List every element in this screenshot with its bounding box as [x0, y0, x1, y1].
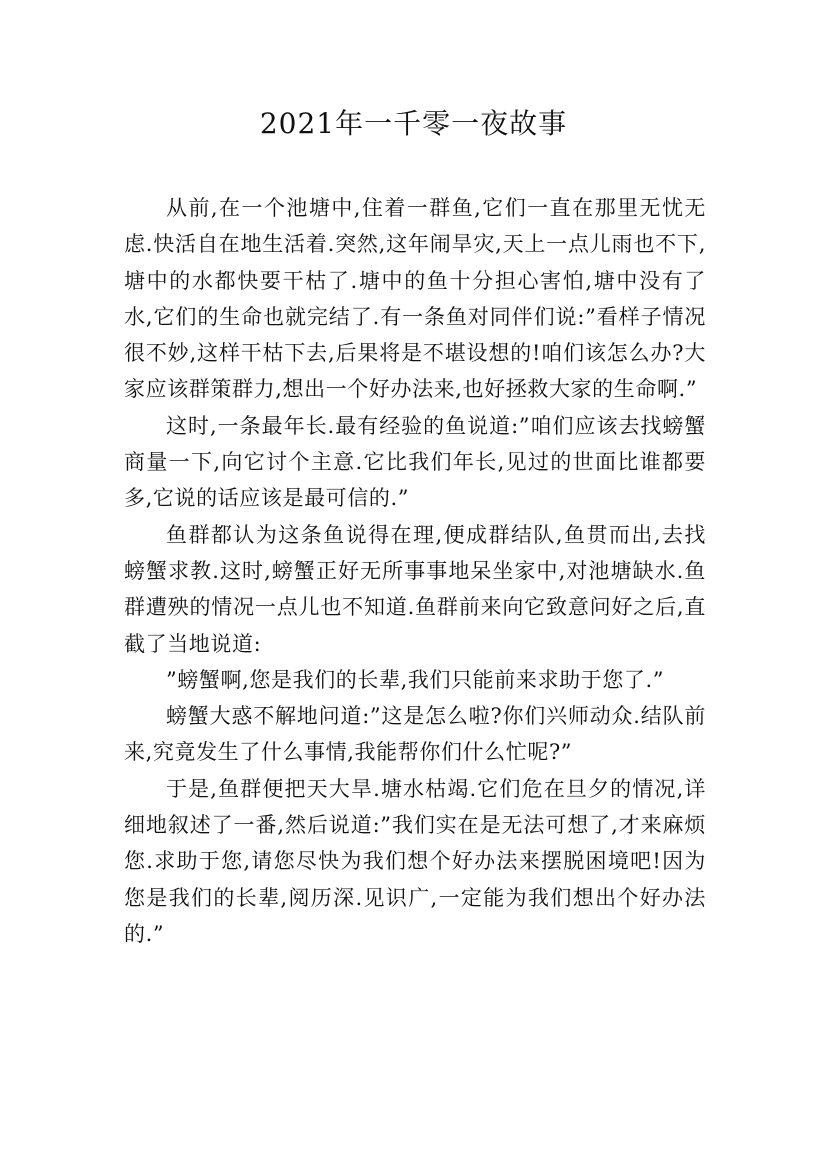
story-paragraph: ”螃蟹啊,您是我们的长辈,我们只能前来求助于您了.” — [166, 667, 665, 692]
story-paragraph: 于是,鱼群便把天大旱.塘水枯竭.它们危在旦夕的情况,详细地叙述了一番,然后说道:”我们实在是无法可想了,才来麻烦您.求助于您,请您尽快为我们想个好办法来摆脱困境吧!因为您是我们的长辈,阅历深.见识广,一定能为我们想出个好办法的.” — [124, 776, 706, 946]
story-paragraph: 这时,一条最年长.最有经验的鱼说道:”咱们应该去找螃蟹商量一下,向它讨个主意.它比我们年长,见过的世面比谁都要多,它说的话应该是最可信的.” — [124, 413, 706, 511]
story-paragraph: 从前,在一个池塘中,住着一群鱼,它们一直在那里无忧无虑.快活自在地生活着.突然,这年闹旱灾,天上一点儿雨也不下,塘中的水都快要干枯了.塘中的鱼十分担心害怕,塘中没有了水,它们的生命也就完结了.有一条鱼对同伴们说:”看样子情况很不妙,这样干枯下去,后果将是不堪设想的!咱们该怎么办?大家应该群策群力,想出一个好办法来,也好拯救大家的生命啊.” — [124, 196, 706, 402]
story-paragraph: 螃蟹大惑不解地问道:”这是怎么啦?你们兴师动众.结队前来,究竟发生了什么事情,我能帮你们什么忙呢?” — [124, 704, 706, 765]
story-body — [124, 190, 706, 952]
page-title: 2021年一千零一夜故事 — [259, 107, 568, 140]
story-paragraph: 鱼群都认为这条鱼说得在理,便成群结队,鱼贯而出,去找螃蟹求教.这时,螃蟹正好无所事事地呆坐家中,对池塘缺水.鱼群遭殃的情况一点儿也不知道.鱼群前来向它致意问好之后,直截了当地说道: — [124, 522, 706, 656]
